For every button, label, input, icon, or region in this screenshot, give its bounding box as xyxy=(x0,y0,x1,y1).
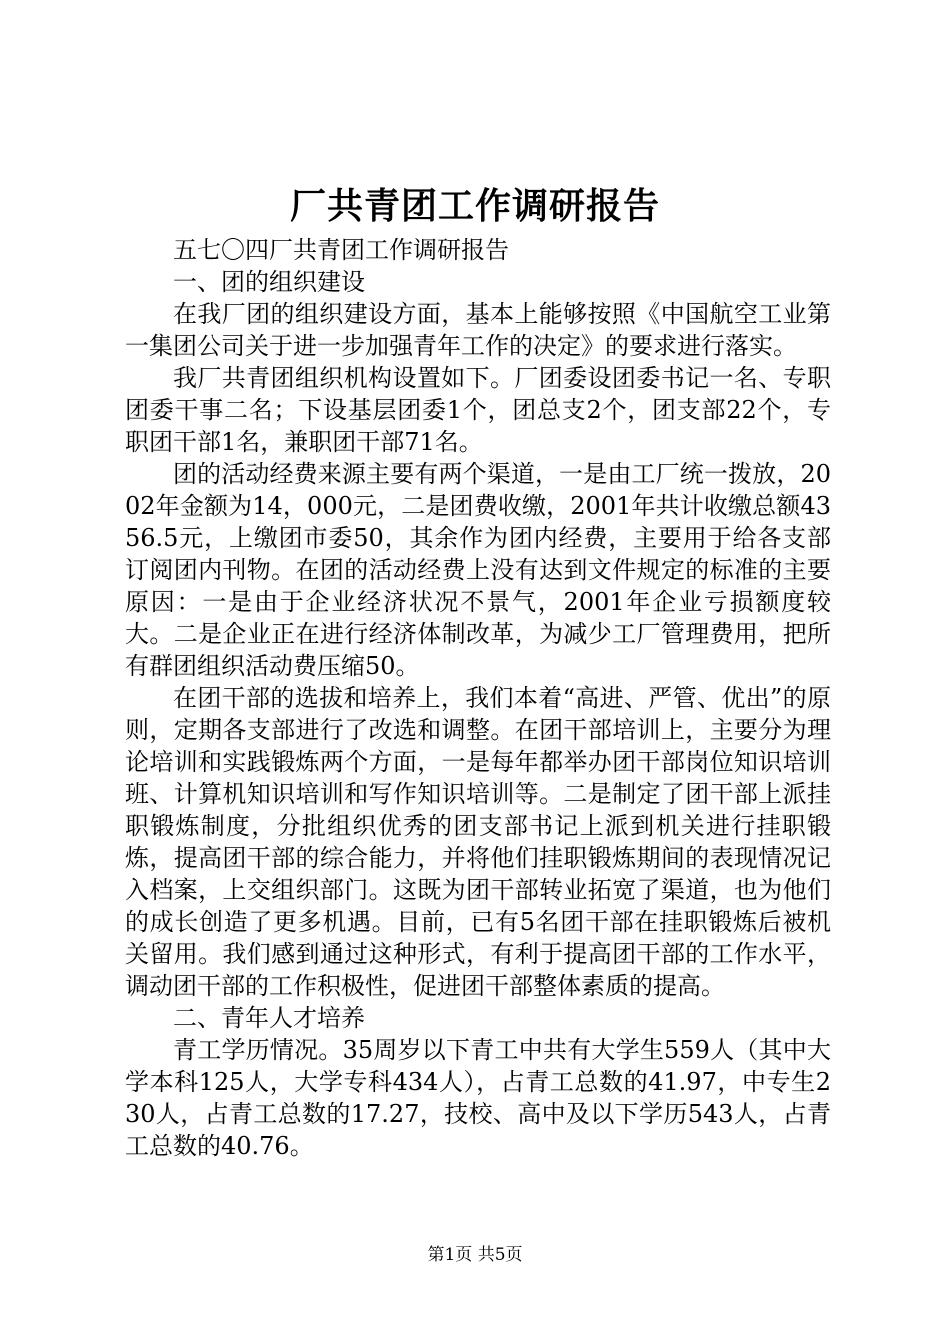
paragraph: 团的活动经费来源主要有两个渠道，一是由工厂统一拨放，2002年金额为14，000元，二是团费收缴，2001年共计收缴总额4356.5元，上缴团市委50，其余作为团内经费，主要用于给各支部订阅团内刊物。在团的活动经费上没有达到文件规定的标准的主要原因：一是由于企业经济状况不景气，2001年企业亏损额度较大。二是企业正在进行经济体制改革，为减少工厂管理费用，把所有群团组织活动费压缩50。 xyxy=(125,460,831,680)
section-heading-talent: 二、青年人才培养 xyxy=(173,1004,365,1032)
document-title: 厂共青团工作调研报告 xyxy=(289,185,660,227)
section-heading-organization: 一、团的组织建设 xyxy=(173,268,365,296)
paragraph-subtitle: 五七〇四厂共青团工作调研报告 xyxy=(173,236,509,264)
paragraph: 青工学历情况。35周岁以下青工中共有大学生559人（其中大学本科125人，大学专科434人），占青工总数的41.97，中专生230人，占青工总数的17.27，技校、高中及以下学历543人，占青工总数的40.76。 xyxy=(125,1036,831,1160)
paragraph: 在团干部的选拔和培养上，我们本着“高进、严管、优出”的原则，定期各支部进行了改选和调整。在团干部培训上，主要分为理论培训和实践锻炼两个方面，一是每年都举办团干部岗位知识培训班、计算机知识培训和写作知识培训等。二是制定了团干部上派挂职锻炼制度，分批组织优秀的团支部书记上派到机关进行挂职锻炼，提高团干部的综合能力，并将他们挂职锻炼期间的表现情况记入档案，上交组织部门。这既为团干部转业拓宽了渠道，也为他们的成长创造了更多机遇。目前，已有5名团干部在挂职锻炼后被机关留用。我们感到通过这种形式，有利于提高团干部的工作水平，调动团干部的工作积极性，促进团干部整体素质的提高。 xyxy=(125,684,831,1000)
paragraph: 在我厂团的组织建设方面，基本上能够按照《中国航空工业第一集团公司关于进一步加强青年工作的决定》的要求进行落实。 xyxy=(125,300,831,360)
document-body xyxy=(125,234,831,1162)
paragraph: 我厂共青团组织机构设置如下。厂团委设团委书记一名、专职团委干事二名；下设基层团委1个，团总支2个，团支部22个，专职团干部1名，兼职团干部71名。 xyxy=(125,364,831,456)
page-footer: 第1页 共5页 xyxy=(427,1245,523,1265)
